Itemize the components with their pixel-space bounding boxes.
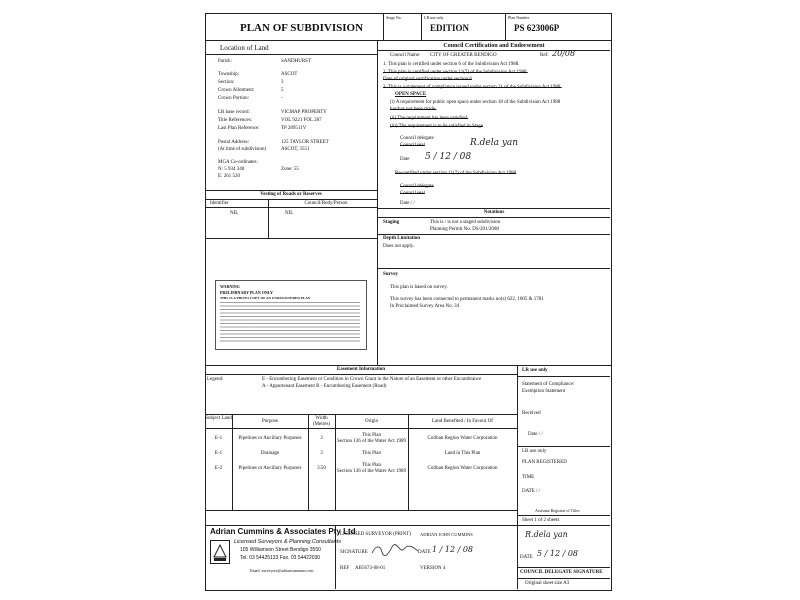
vesting-col-identifier: Identifier xyxy=(210,201,229,206)
field-value: 3 xyxy=(281,80,284,85)
row-subject: E-2 xyxy=(214,466,223,471)
row-benefited: Coliban Region Water Corporation xyxy=(427,466,498,471)
recertification-line: Re-certified under section 11(7) of the Subdivision Act 1988 xyxy=(395,171,517,176)
field-label: Crown Portion: xyxy=(218,96,249,101)
firm-name: Adrian Cummins & Associates Pty Ltd xyxy=(210,527,356,536)
depth-label: Depth Limitation xyxy=(383,236,421,241)
council-line-1: 1. This plan is certified under section 6 of the Subdivision Act 1988. xyxy=(383,62,520,67)
council-line-3: Date of original certification under section 6 xyxy=(383,77,472,82)
row-purpose: Drainage xyxy=(260,451,280,456)
survey-line-2: This survey has been connected to permanent marks no(s) 622, 1005 & 1781 xyxy=(390,297,544,302)
council-name-label: Council Name: xyxy=(390,53,421,58)
ref-value: AB5673-08-01 xyxy=(355,566,386,571)
row-purpose: Pipelines or Ancillary Purposes xyxy=(238,466,302,471)
council-delegate-label: Council delegate xyxy=(400,136,434,141)
signature-label: SIGNATURE xyxy=(340,550,368,555)
field-value: SANDHURST xyxy=(281,59,312,64)
field-label: Township: xyxy=(218,72,240,77)
col-land-benefited: Land Benefited / In Favour Of xyxy=(432,419,493,424)
row-origin-act: Section 136 of the Water Act 1989 xyxy=(337,439,406,444)
row-origin: This Plan xyxy=(361,463,382,468)
legend-line-1: E - Encumbering Easement or Condition in Crown Grant in the Nature of an Easement or other Encumbrance xyxy=(262,377,482,382)
council-seal-label-2: Council seal xyxy=(400,191,425,196)
field-value: ASCOT xyxy=(281,72,298,77)
col-origin: Origin xyxy=(364,419,379,424)
legend-label: Legend: xyxy=(207,377,224,382)
received-label: Received xyxy=(522,411,541,416)
surveyor-label: LICENSED SURVEYOR (PRINT) xyxy=(340,532,411,537)
compliance-statement-label: Statement of Compliance/ xyxy=(522,382,575,387)
sheet-count: Sheet 1 of 2 sheets xyxy=(522,518,560,523)
registered-date: DATE / / xyxy=(522,489,541,494)
warning-subtitle: PRELIMINARY PLAN ONLY xyxy=(220,290,273,295)
field-value: VICMAP PROPERTY xyxy=(281,110,327,115)
notations-heading: Notations xyxy=(483,210,505,215)
surveyor-name: ADRIAN JOHN CUMMINS xyxy=(420,532,473,537)
row-subject: E-1 xyxy=(214,451,223,456)
council-seal-label: Council seal xyxy=(400,143,425,148)
vesting-identifier-value: NIL xyxy=(230,211,239,216)
row-purpose: Pipelines or Ancillary Purposes xyxy=(238,436,302,441)
mga-east: E: 261 520 xyxy=(218,174,240,179)
version-label: VERSION 4 xyxy=(420,566,446,571)
easement-heading: Easement Information xyxy=(336,367,386,372)
row-benefited: Coliban Region Water Corporation xyxy=(427,436,498,441)
exemption-statement-label: Exemption Statement xyxy=(522,389,566,394)
council-line-6: (i) A requirement for public open space under section 18 of the Subdivision Act 1988 xyxy=(390,100,561,105)
edition-label: EDITION xyxy=(430,23,470,33)
planning-permit: Planning Permit No. DS/201/2008 xyxy=(430,227,499,232)
field-value: 5 xyxy=(281,88,284,93)
original-sheet-size: Original sheet size A3 xyxy=(525,581,570,586)
delegate-signature-handwritten: R.dela yan xyxy=(525,530,568,539)
stage-label: Stage No. xyxy=(386,15,402,20)
firm-subtitle: Licensed Surveyors & Planning Consultants xyxy=(234,539,342,545)
survey-line-1: This plan is based on survey. xyxy=(390,285,448,290)
staging-label: Staging xyxy=(383,220,400,225)
warning-title: WARNING xyxy=(220,284,240,289)
surveyor-date-handwritten: 1 / 12 / 08 xyxy=(432,545,474,554)
council-ref-label: Ref: xyxy=(540,53,549,58)
ref-label: REF xyxy=(340,566,350,571)
legend-line-2: A - Appurtenant Easement R - Encumbering Easement (Road) xyxy=(262,384,387,389)
warning-line: THIS IS A PHOTO COPY OF AN UNREGISTERED PLAN xyxy=(220,296,311,300)
council-date-handwritten: 5 / 12 / 08 xyxy=(425,152,472,162)
plan-number: PS 623006P xyxy=(514,23,560,33)
council-delegate-signature-label: COUNCIL DELEGATE SIGNATURE xyxy=(520,570,603,575)
row-width: 3 xyxy=(320,451,323,456)
field-value: VOL 9221 FOL 287 xyxy=(281,118,322,123)
council-line-2: 2. This plan is certified under section 11(7) of the Subdivision Act 1988. xyxy=(383,70,528,75)
lr-use-label: LR use only xyxy=(424,15,444,20)
lr-use-heading: LR use only xyxy=(522,368,548,373)
vesting-body-value: NIL xyxy=(285,211,294,216)
council-ref-handwritten: 20/08 xyxy=(552,49,576,58)
row-origin: This Plan xyxy=(361,451,382,456)
field-label: Title References: xyxy=(218,118,253,123)
row-subject: E-1 xyxy=(214,436,223,441)
field-label: Parish: xyxy=(218,59,232,64)
firm-email: Email: surveyors@adriancummins.com xyxy=(250,568,314,573)
assistant-registrar-label: Assistant Registrar of Titles xyxy=(535,508,580,513)
depth-value: Does not apply. xyxy=(383,244,415,249)
mga-zone: Zone: 55 xyxy=(281,167,299,172)
council-heading: Council Certification and Endorsement xyxy=(443,43,545,49)
time-label: TIME xyxy=(522,475,535,480)
row-origin: This Plan xyxy=(361,433,382,438)
row-width: 3 xyxy=(320,436,323,441)
firm-phone: Tel. 03 54425133 Fax. 03 54422030 xyxy=(240,555,321,561)
council-delegate-label-2: Council delegate xyxy=(400,184,434,189)
row-origin-act: Section 136 of the Water Act 1989 xyxy=(337,469,406,474)
survey-label: Survey xyxy=(383,272,398,277)
council-date-2: Date / / xyxy=(400,201,415,206)
field-label: Postal Address: xyxy=(218,140,249,145)
staging-value: This is / is not a staged subdivision xyxy=(430,220,501,225)
received-date: Date / / xyxy=(528,432,543,437)
row-width: 3.50 xyxy=(317,466,326,471)
firm-logo-icon xyxy=(211,541,229,563)
lr-use-heading-2: LR use only xyxy=(522,449,547,454)
council-line-9: (iii) The requirement is to be satisfied in Stage xyxy=(390,124,483,129)
survey-line-3: In Proclaimed Survey Area No. 34 xyxy=(390,304,460,309)
delegate-date-handwritten: 5 / 12 / 08 xyxy=(537,549,579,558)
field-label: Last Plan Reference: xyxy=(218,126,260,131)
field-value: TP 289511V xyxy=(281,126,307,131)
plan-title: PLAN OF SUBDIVISION xyxy=(240,22,364,34)
preliminary-plan-stamp xyxy=(215,280,367,350)
plan-number-label: Plan Number xyxy=(508,15,530,20)
field-value: ASCOT, 3551 xyxy=(281,147,310,152)
field-value: - xyxy=(281,96,283,101)
council-signature-handwritten: R.dela yan xyxy=(470,138,519,148)
council-line-4: 3. This is a statement of compliance issued under section 21 of the Subdivision Act 1988. xyxy=(383,85,562,90)
surveyor-signature xyxy=(370,543,420,557)
field-label: LR base record: xyxy=(218,110,250,115)
council-line-8: (ii) The requirement has been satisfied. xyxy=(390,116,469,121)
col-purpose: Purpose xyxy=(261,419,279,424)
field-label: Section: xyxy=(218,80,235,85)
row-benefited: Land in This Plan xyxy=(444,451,481,456)
delegate-date-label: DATE xyxy=(520,555,533,560)
location-heading: Location of Land xyxy=(220,44,269,52)
surveyor-date-label: DATE xyxy=(418,550,431,555)
plan-registered-label: PLAN REGISTERED xyxy=(522,460,567,465)
open-space-heading: OPEN SPACE xyxy=(395,92,427,97)
council-date-label: Date xyxy=(400,157,410,162)
vesting-heading: Vesting of Roads or Reserves xyxy=(260,192,322,197)
council-name: CITY OF GREATER BENDIGO xyxy=(430,53,497,58)
field-label: (At time of subdivision) xyxy=(218,147,267,152)
firm-address: 105 Williamson Street Bendigo 3550 xyxy=(240,547,321,553)
col-subject-land: Subject Land xyxy=(205,416,232,421)
field-label: Crown Allotment: xyxy=(218,88,255,93)
vesting-col-body: Council/Body/Person xyxy=(304,201,348,206)
col-width: Width (Metres) xyxy=(312,416,331,427)
council-line-7: has/has not been made. xyxy=(390,107,437,112)
field-value: 125 TAYLOR STREET xyxy=(281,140,329,145)
mga-label: MGA Co-ordinates: xyxy=(218,160,258,165)
warning-fine-print xyxy=(220,302,360,342)
firm-logo xyxy=(210,540,230,564)
mga-north: N: 5 934 340 xyxy=(218,167,245,172)
